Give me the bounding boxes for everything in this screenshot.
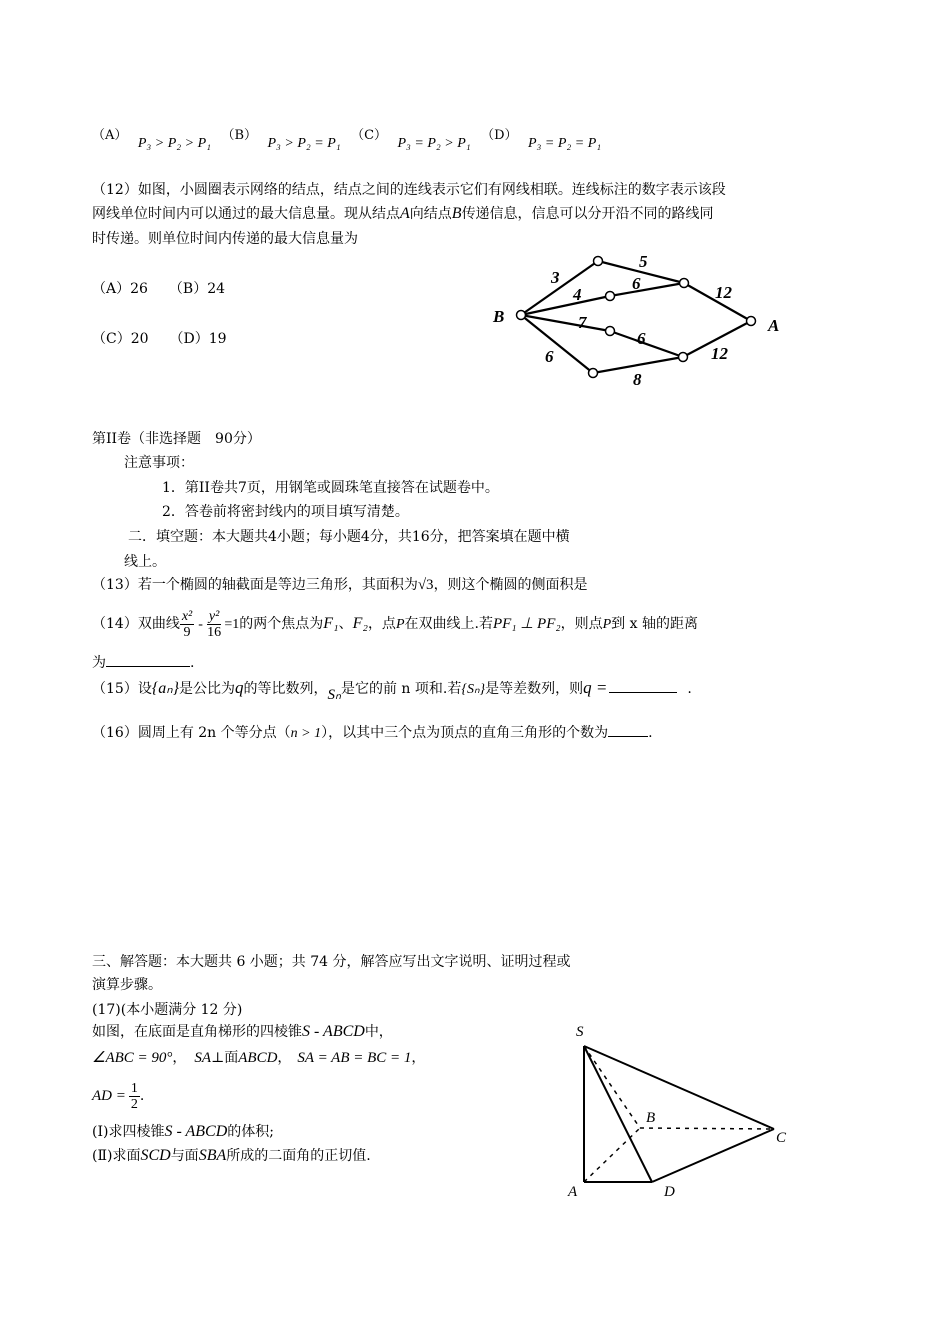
- q12-line2b: 向结点: [409, 206, 452, 222]
- q17-line1-pre: 如图，在底面是直角梯形的四棱锥: [92, 1024, 302, 1040]
- q15-mid3: 是它的前 n 项和.若: [340, 681, 462, 697]
- q17-line1: [92, 1021, 393, 1041]
- edge-label-mid-lower-right: 6: [637, 329, 646, 348]
- q11-opt-b-label: （B）: [221, 128, 258, 143]
- q16-post: ），以其中三个点为顶点的直角三角形的个数为: [321, 725, 609, 741]
- q14-answer-blank[interactable]: [106, 666, 190, 667]
- q17-perp: ⊥面: [211, 1050, 239, 1066]
- q12-line3: 时传递。则单位时间内传递的最大信息量为: [92, 231, 358, 247]
- q14-cond: PF₁ ⊥ PF₂: [492, 616, 561, 632]
- q12-line2c: 传递信息，信息可以分开沿不同的路线同: [461, 206, 714, 222]
- edge-label-right-a-upper: 12: [715, 283, 732, 302]
- q17-line2: [92, 1047, 425, 1067]
- q12-options-row2: （C）20 （D）19: [92, 331, 227, 347]
- q15-sn: Sₙ: [327, 687, 341, 703]
- q17-comma3: ，: [411, 1050, 426, 1066]
- q15-answer-blank[interactable]: [609, 692, 677, 693]
- q14-mid4: ，则点: [560, 616, 603, 632]
- q14: [92, 602, 698, 646]
- q14-line2: [92, 652, 194, 672]
- node-right-lower: [679, 353, 688, 362]
- q16: [92, 722, 653, 742]
- q14-line2-text: 为: [92, 655, 106, 671]
- node-mid-lower: [606, 327, 615, 336]
- q17-abcd: ABCD: [238, 1050, 278, 1066]
- vertex-a: A: [568, 1184, 578, 1200]
- node-b: [517, 311, 526, 320]
- q17-comma2: ，: [277, 1050, 292, 1066]
- q14-f2: F₂: [352, 615, 368, 632]
- vertex-c: C: [776, 1130, 787, 1146]
- edge-label-b-mid-lower: 7: [578, 313, 587, 332]
- q12-options-row1: （A）26 （B）24: [92, 281, 226, 297]
- q15: [92, 678, 692, 703]
- q17-part2-post: 所成的二面角的正切值.: [226, 1148, 371, 1164]
- q11-opt-a-expr: P₃ > P₂ > P₁: [137, 136, 211, 151]
- q11-opt-b-expr: P₃ > P₂ = P₁: [267, 136, 341, 151]
- vertex-b: B: [646, 1110, 656, 1126]
- node-top: [594, 257, 603, 266]
- vertex-d: D: [664, 1184, 675, 1200]
- q17-part2-sba: SBA: [198, 1147, 227, 1164]
- node-a: [747, 317, 756, 326]
- q15-mid1: 是公比为: [179, 681, 235, 697]
- q13-pre: （13）若一个椭圆的轴截面是等边三角形，其面积为: [92, 577, 418, 593]
- q17-part1-pre: (Ⅰ)求四棱锥: [92, 1124, 165, 1140]
- q15-pre: （15）设: [92, 681, 152, 697]
- q14-frac-x-num: x²: [181, 608, 193, 624]
- q11-options: [92, 128, 602, 152]
- q17-part1-post: 的体积;: [227, 1124, 274, 1140]
- part2-item2: 2．答卷前将密封线内的项目填写清楚。: [162, 504, 409, 520]
- part3-line2: 演算步骤。: [92, 977, 162, 993]
- edge-label-b-mid-upper: 4: [573, 285, 582, 304]
- q17-comma1: ，: [172, 1050, 187, 1066]
- q14-sep: 、: [338, 616, 353, 632]
- pyramid-figure: [560, 1018, 800, 1200]
- part2-item1: 1．第II卷共7页，用钢笔或圆珠笔直接答在试题卷中。: [162, 480, 499, 496]
- q15-sn-set: {Sₙ}: [461, 682, 486, 697]
- node-mid-upper: [606, 292, 615, 301]
- q17-angle: ∠ABC = 90°: [92, 1050, 173, 1066]
- edge-label-top-right: 5: [639, 252, 648, 271]
- q14-mid1: 的两个焦点为: [239, 616, 324, 632]
- q16-cond: n > 1: [290, 726, 322, 741]
- q14-mid2: ，点: [367, 616, 396, 632]
- q12-line2: [92, 203, 714, 223]
- q12-var-b: B: [451, 205, 462, 222]
- q14-frac-y-den: 16: [207, 624, 222, 640]
- q17-part2: [92, 1145, 371, 1165]
- q11-opt-d-expr: P₃ = P₂ = P₁: [527, 136, 602, 151]
- q11-opt-a-label: （A）: [92, 128, 128, 143]
- q14-eq: =1: [224, 617, 240, 632]
- node-right-upper: [680, 279, 689, 288]
- q14-f1: F₁: [323, 615, 339, 632]
- q16-end: .: [648, 725, 653, 741]
- node-bottom: [589, 369, 598, 378]
- q17-sa: SA: [194, 1050, 212, 1066]
- part3-line1: 三、解答题：本大题共 6 小题；共 74 分，解答应写出文字说明、证明过程或: [92, 954, 571, 970]
- q14-frac-x-den: 9: [183, 624, 191, 640]
- q17-equalities: SA = AB = BC = 1: [297, 1050, 412, 1066]
- q15-q: q: [235, 678, 244, 697]
- label-node-b: B: [493, 307, 505, 326]
- q14-pre: （14）双曲线: [92, 616, 180, 632]
- q12-line1: （12）如图，小圆圈表示网络的结点，结点之间的连线表示它们有网线相联。连线标注的数字表示该段: [92, 182, 726, 198]
- q17-part2-pre: (Ⅱ)求面: [92, 1148, 141, 1164]
- q15-mid4: 是等差数列，则: [485, 681, 584, 697]
- q14-mid3: 在双曲线上.若: [404, 616, 493, 632]
- q14-p2: P: [602, 617, 612, 632]
- edge-label-mid-upper-right: 6: [632, 274, 641, 293]
- fill-section-line1: 二．填空题：本大题共4小题；每小题4分，共16分，把答案填在题中横: [128, 529, 570, 545]
- q17-line1-expr: S - ABCD: [302, 1023, 365, 1040]
- edge-label-b-bottom: 6: [545, 347, 554, 366]
- q13: [92, 574, 588, 594]
- q17-line1-post: 中，: [364, 1024, 393, 1040]
- q17-part1-expr: S - ABCD: [164, 1123, 228, 1140]
- fill-section-line2: 线上。: [124, 554, 166, 570]
- q14-frac-y-num: y²: [208, 608, 220, 624]
- q17-part2-mid: 与面: [170, 1148, 199, 1164]
- q17-ad: AD =: [92, 1088, 126, 1104]
- q14-end: .: [190, 655, 195, 671]
- q14-minus: -: [198, 617, 203, 632]
- q15-end: .: [687, 681, 692, 697]
- q16-pre: （16）圆周上有 2n 个等分点（: [92, 725, 291, 741]
- edge-label-right-a-lower: 12: [711, 344, 728, 363]
- q11-opt-d-label: （D）: [481, 128, 518, 143]
- vertex-s: S: [576, 1024, 584, 1040]
- part2-header: 第II卷（非选择题 90分）: [92, 431, 261, 447]
- q17-line3: [92, 1074, 144, 1118]
- q11-opt-c-label: （C）: [351, 128, 388, 143]
- q12-line2a: 网线单位时间内可以通过的最大信息量。现从结点: [92, 206, 400, 222]
- edge-label-b-top: 3: [551, 268, 560, 287]
- edge-label-bottom-right: 8: [633, 370, 642, 389]
- q16-answer-blank[interactable]: [608, 736, 648, 737]
- q14-frac-y: [207, 609, 221, 640]
- q17-head: (17)(本小题满分 12 分): [92, 1002, 243, 1018]
- q17-part2-scd: SCD: [140, 1147, 171, 1164]
- q13-sqrt: √3: [417, 577, 434, 593]
- q17-frac: [129, 1081, 140, 1112]
- q15-q-eq: q =: [583, 678, 608, 697]
- part2-notice: 注意事项：: [124, 455, 194, 471]
- q17-part1: [92, 1121, 274, 1141]
- q11-opt-c-expr: P₃ = P₂ > P₁: [397, 136, 471, 151]
- q17-frac-den: 2: [130, 1096, 138, 1112]
- q13-post: ，则这个椭圆的侧面积是: [433, 577, 588, 593]
- q15-an: {aₙ}: [151, 680, 179, 697]
- q17-line3-end: .: [139, 1088, 145, 1104]
- label-node-a: A: [768, 316, 780, 335]
- q15-mid2: 的等比数列，: [243, 681, 328, 697]
- q17-frac-num: 1: [130, 1080, 138, 1096]
- q14-p: P: [395, 617, 405, 632]
- q14-frac-x: [180, 609, 194, 640]
- q14-mid5: 到 x 轴的距离: [611, 616, 698, 632]
- q12-var-a: A: [400, 205, 410, 222]
- network-diagram: [485, 245, 795, 395]
